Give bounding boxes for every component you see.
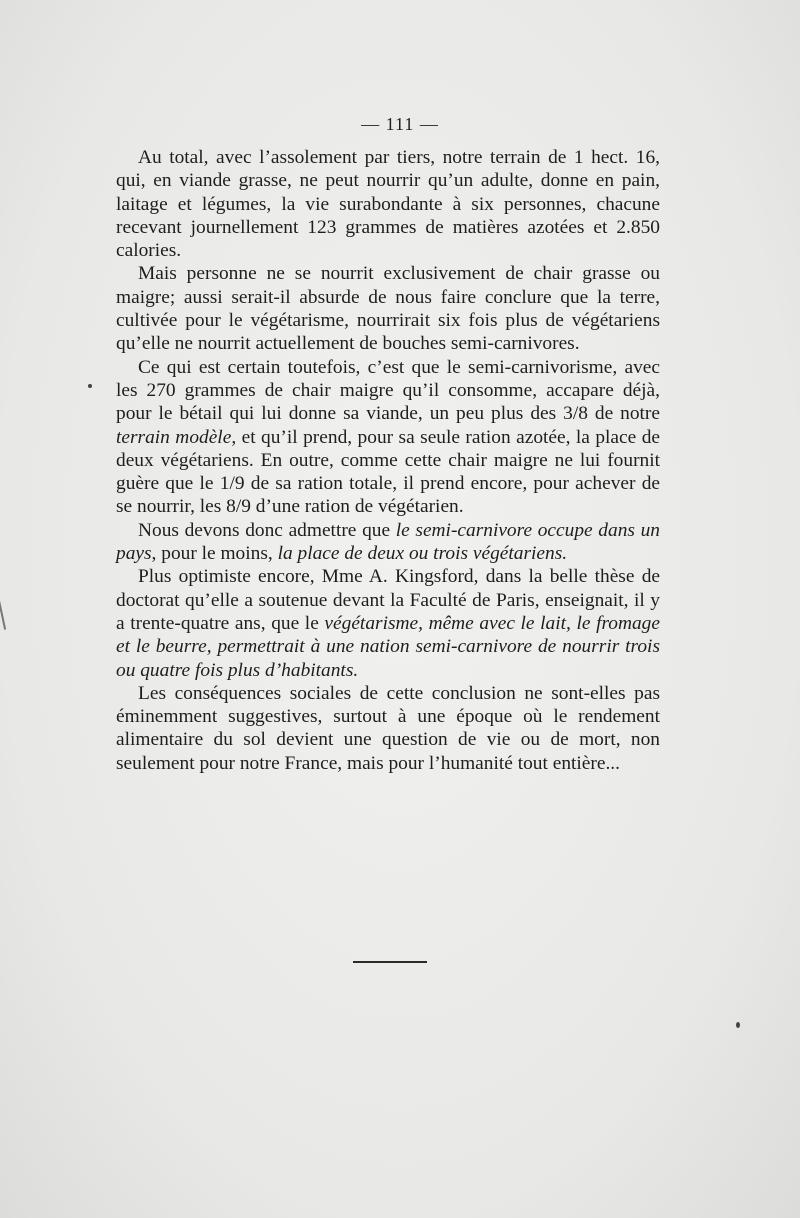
paragraph [116,262,660,355]
text-run: Mais personne ne se nourrit exclusivement de chair grasse ou maigre; aussi serait-il absurde de nous faire conclure que la terre, cultivée pour le végétarisme, nourrirait six fois plus de végétariens qu’elle ne nourrit actuellement de bouches semi-carnivores. [116,263,660,355]
text-run: , pour le moins, [151,543,278,565]
text-run: , et qu’il prend, pour sa seule ration azotée, la place de deux végétariens. En outre, comme cette chair maigre ne lui fournit guère que le 1/9 de sa ration totale, il prend encore, pour achever de se nourrir, les 8/9 d’une ration de végétarien. [116,426,660,518]
text-run: Au total, avec l’assolement par tiers, notre terrain de 1 hect. 16, qui, en viande grasse, ne peut nourrir qu’un adulte, donne en pain, laitage et légumes, la vie surabondante à six personnes, chacune recevant journellement 123 grammes de matières azotées et 2.850 calories. [116,147,660,262]
italic-text: le semi-carnivore occupe dans un pays [116,519,660,565]
italic-text: terrain modèle [116,426,232,448]
paragraph [116,682,660,775]
paragraph [116,356,660,519]
paragraph [116,519,660,566]
italic-text: végétarisme, même avec le lait, le fromage et le beurre, permettrait à une nation semi-carnivore de nourrir trois ou quatre fois plus d’habitants. [116,612,660,681]
italic-text: la place de deux ou trois végétariens. [277,543,568,565]
body-text [116,146,660,775]
ink-speck [88,384,92,388]
text-run: Nous devons donc admettre que [138,519,396,541]
text-run: Plus optimiste encore, Mme A. Kingsford, dans la belle thèse de doctorat qu’elle a soutenue devant la Faculté de Paris, enseignait, il y a trente-quatre ans, que le [116,566,660,634]
text-run: Ce qui est certain toutefois, c’est que le semi-carnivorisme, avec les 270 grammes de chair maigre qu’il consomme, accapare déjà, pour le bétail qui lui donne sa viande, un peu plus des 3/8 de notre [116,356,660,425]
paragraph [116,146,660,262]
text-run: Les conséquences sociales de cette conclusion ne sont-elles pas éminemment suggestives, surtout à une époque où le rendement alimentaire du sol devient une question de vie ou de mort, non seulement pour notre France, mais pour l’humanité tout entière... [116,682,660,774]
binding-mark [0,590,6,630]
end-rule [353,961,427,963]
page-number: — 111 — [361,114,439,134]
paragraph [116,565,660,681]
ink-speck [736,1022,740,1028]
